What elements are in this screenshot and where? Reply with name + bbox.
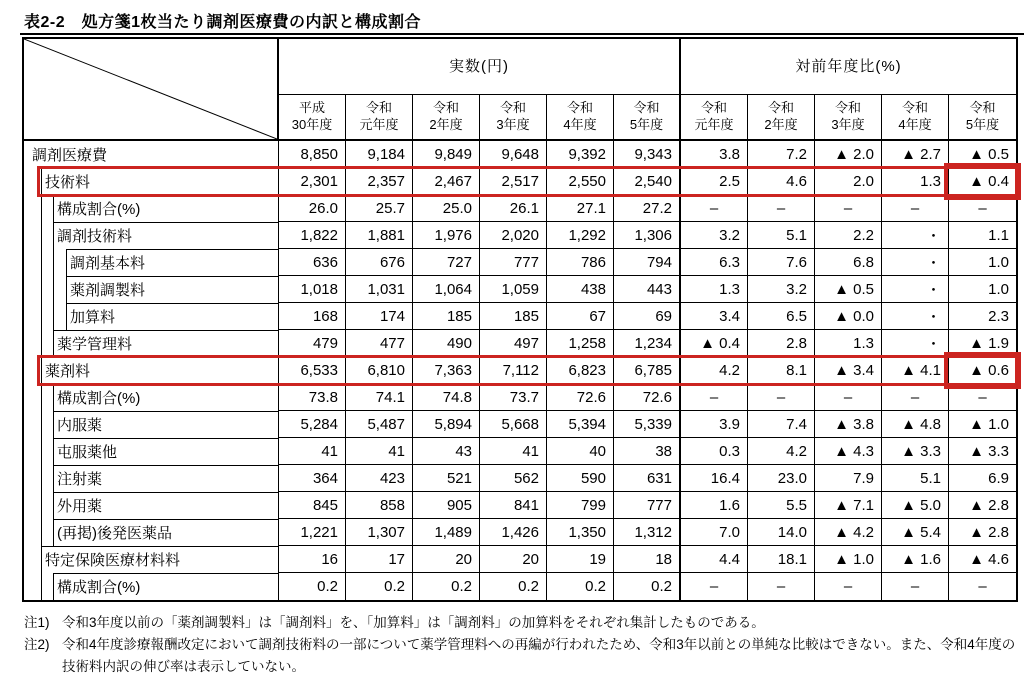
value-cell: 8,850 — [279, 141, 346, 168]
value-cell: 727 — [413, 249, 480, 276]
value-cell: 6.3 — [681, 249, 748, 276]
value-cell: ・ — [882, 303, 949, 330]
value-cell: ▲ 4.1 — [882, 357, 949, 384]
value-cell: 5,487 — [346, 411, 413, 438]
value-cell: 777 — [480, 249, 547, 276]
value-cell: 5.5 — [748, 492, 815, 519]
value-cell: 27.1 — [547, 195, 614, 222]
value-cell: 19 — [547, 546, 614, 573]
value-cell: – — [978, 578, 987, 595]
value-cell: 438 — [547, 276, 614, 303]
value-cell: 2,517 — [480, 168, 547, 195]
value-cell: 490 — [413, 330, 480, 357]
value-cell: 497 — [480, 330, 547, 357]
indent-guide-line — [41, 384, 42, 411]
value-cell: 3.2 — [748, 276, 815, 303]
value-cell: 2,301 — [279, 168, 346, 195]
col-header: 令和 3年度 — [815, 95, 882, 141]
value-cell: 1.3 — [681, 276, 748, 303]
value-cell: 0.2 — [547, 573, 614, 600]
value-cell: – — [748, 573, 815, 600]
value-cell: 1,976 — [413, 222, 480, 249]
row-label: 薬学管理料 — [24, 330, 279, 357]
row-label: 調剤医療費 — [24, 141, 279, 168]
value-cell: – — [681, 573, 748, 600]
value-cell: ▲ 0.4 — [681, 330, 748, 357]
value-cell: 43 — [413, 438, 480, 465]
value-cell: 72.6 — [547, 384, 614, 411]
value-cell: 0.2 — [413, 573, 480, 600]
value-cell: 0.2 — [279, 573, 346, 600]
value-cell: ▲ 7.1 — [815, 492, 882, 519]
value-cell: ▲ 1.9 — [949, 330, 1016, 357]
value-cell: ・ — [882, 276, 949, 303]
value-cell: – — [815, 384, 882, 411]
value-cell: 16.4 — [681, 465, 748, 492]
value-cell: 185 — [413, 303, 480, 330]
value-cell: 41 — [480, 438, 547, 465]
value-cell: 631 — [614, 465, 681, 492]
value-cell: ▲ 4.8 — [882, 411, 949, 438]
value-cell: 1,221 — [279, 519, 346, 546]
value-cell: – — [681, 384, 748, 411]
col-header: 平成 30年度 — [279, 95, 346, 141]
indent-guide-line — [53, 492, 54, 519]
value-cell: 9,392 — [547, 141, 614, 168]
title-underline — [20, 33, 1024, 35]
value-cell: 6.9 — [949, 465, 1016, 492]
value-cell: 1,306 — [614, 222, 681, 249]
value-cell: ▲ 2.0 — [815, 141, 882, 168]
value-cell: 3.8 — [681, 141, 748, 168]
value-cell: ▲ 0.4 — [949, 168, 1016, 195]
value-cell: ▲ 3.3 — [949, 438, 1016, 465]
value-cell: 168 — [279, 303, 346, 330]
value-cell: ▲ 4.3 — [815, 438, 882, 465]
value-cell: 8.1 — [748, 357, 815, 384]
value-cell: ▲ 5.4 — [882, 519, 949, 546]
value-cell: 27.2 — [614, 195, 681, 222]
value-cell: 5,668 — [480, 411, 547, 438]
value-cell: 5.1 — [882, 465, 949, 492]
value-cell: 1,312 — [614, 519, 681, 546]
row-label: 屯服薬他 — [24, 438, 279, 465]
indent-guide-line — [41, 357, 42, 384]
row-label: 薬剤料 — [24, 357, 279, 384]
indent-guide-line — [41, 546, 42, 573]
value-cell: 18.1 — [748, 546, 815, 573]
row-label: 薬剤調製料 — [24, 276, 279, 303]
footnote-marker: 注2) — [24, 636, 50, 652]
value-cell: 1.1 — [949, 222, 1016, 249]
value-cell: ▲ 1.6 — [882, 546, 949, 573]
col-header: 令和 4年度 — [882, 95, 949, 141]
value-cell: 38 — [614, 438, 681, 465]
value-cell: 9,343 — [614, 141, 681, 168]
value-cell: ・ — [882, 249, 949, 276]
value-cell: 1,881 — [346, 222, 413, 249]
indent-guide-line — [41, 303, 42, 330]
indent-guide-line — [41, 519, 42, 546]
value-cell: ▲ 5.0 — [882, 492, 949, 519]
value-cell: 7.2 — [748, 141, 815, 168]
value-cell: 7.0 — [681, 519, 748, 546]
col-header: 令和 元年度 — [681, 95, 748, 141]
value-cell: 7.9 — [815, 465, 882, 492]
value-cell: 0.2 — [346, 573, 413, 600]
value-cell: 443 — [614, 276, 681, 303]
value-cell: 0.2 — [480, 573, 547, 600]
value-cell: 2,357 — [346, 168, 413, 195]
value-cell: 2.5 — [681, 168, 748, 195]
diagonal-line-icon — [24, 39, 277, 139]
value-cell: 14.0 — [748, 519, 815, 546]
value-cell: ▲ 1.0 — [815, 546, 882, 573]
value-cell: 1,064 — [413, 276, 480, 303]
value-cell: 841 — [480, 492, 547, 519]
value-cell: 0.3 — [681, 438, 748, 465]
value-cell: ▲ 2.7 — [882, 141, 949, 168]
footnote-1 — [24, 612, 1022, 634]
value-cell: 67 — [547, 303, 614, 330]
value-cell: 1,307 — [346, 519, 413, 546]
indent-guide-line — [41, 492, 42, 519]
value-cell: 1,292 — [547, 222, 614, 249]
indent-guide-line — [53, 438, 54, 465]
value-cell: – — [949, 384, 1016, 411]
value-cell: – — [681, 195, 748, 222]
value-cell: 1,031 — [346, 276, 413, 303]
value-cell: – — [815, 573, 882, 600]
value-cell: 4.2 — [681, 357, 748, 384]
footnote-2 — [24, 634, 1022, 678]
value-cell: 786 — [547, 249, 614, 276]
data-table — [22, 37, 1018, 602]
value-cell: ▲ 4.6 — [949, 546, 1016, 573]
value-cell: 41 — [346, 438, 413, 465]
indent-guide-line — [41, 168, 42, 195]
value-cell: ▲ 3.4 — [815, 357, 882, 384]
row-label: 特定保険医療材料料 — [24, 546, 279, 573]
value-cell: 23.0 — [748, 465, 815, 492]
value-cell: 2,020 — [480, 222, 547, 249]
value-cell: 26.0 — [279, 195, 346, 222]
value-cell: 858 — [346, 492, 413, 519]
value-cell: 1,350 — [547, 519, 614, 546]
value-cell: 2.2 — [815, 222, 882, 249]
value-cell: 845 — [279, 492, 346, 519]
value-cell: – — [882, 573, 949, 600]
value-cell: 479 — [279, 330, 346, 357]
row-label: 技術料 — [24, 168, 279, 195]
group-header-yoy-percent: 対前年度比(%) — [681, 39, 1016, 95]
value-cell: – — [882, 195, 949, 222]
footnote-text: 令和3年度以前の「薬剤調製料」は「調剤料」を、「加算料」は「調剤料」の加算料をそれぞれ集計したものである。 — [62, 615, 765, 630]
value-cell: 40 — [547, 438, 614, 465]
indent-guide-line — [53, 330, 54, 357]
footnotes — [24, 612, 1022, 678]
value-cell: 26.1 — [480, 195, 547, 222]
value-cell: 799 — [547, 492, 614, 519]
value-cell: 74.8 — [413, 384, 480, 411]
indent-guide-line — [41, 573, 42, 600]
value-cell: 636 — [279, 249, 346, 276]
row-label: 加算料 — [24, 303, 279, 330]
value-cell: 364 — [279, 465, 346, 492]
row-label: 内服薬 — [24, 411, 279, 438]
indent-guide-line — [53, 249, 54, 276]
value-cell: ▲ 1.0 — [949, 411, 1016, 438]
value-cell: ▲ 3.8 — [815, 411, 882, 438]
footnote-text: 令和4年度診療報酬改定において調剤技術料の一部について薬学管理料への再編が行われたため、令和3年以前との単純な比較はできない。また、令和4年度の技術料内訳の伸び率は表示していない。 — [62, 636, 1016, 674]
indent-guide-line — [41, 195, 42, 222]
value-cell: 6,533 — [279, 357, 346, 384]
value-cell: 1,258 — [547, 330, 614, 357]
indent-guide-line — [53, 195, 54, 222]
value-cell: ▲ 0.5 — [949, 141, 1016, 168]
row-label: 構成割合(%) — [24, 573, 279, 600]
indent-guide-line — [66, 303, 67, 330]
row-label: 注射薬 — [24, 465, 279, 492]
value-cell: 7,363 — [413, 357, 480, 384]
value-cell: 4.4 — [681, 546, 748, 573]
value-cell: 9,648 — [480, 141, 547, 168]
value-cell: 1.3 — [882, 168, 949, 195]
indent-guide-line — [53, 573, 54, 600]
value-cell: 20 — [480, 546, 547, 573]
row-label: (再掲)後発医薬品 — [24, 519, 279, 546]
value-cell: 69 — [614, 303, 681, 330]
row-label: 調剤基本料 — [24, 249, 279, 276]
value-cell: ▲ 0.6 — [949, 357, 1016, 384]
value-cell: ▲ 4.2 — [815, 519, 882, 546]
row-label: 調剤技術料 — [24, 222, 279, 249]
value-cell: 590 — [547, 465, 614, 492]
col-header: 令和 5年度 — [949, 95, 1016, 141]
value-cell: 676 — [346, 249, 413, 276]
value-cell: 2.0 — [815, 168, 882, 195]
value-cell: 423 — [346, 465, 413, 492]
value-cell: 2,467 — [413, 168, 480, 195]
value-cell: 477 — [346, 330, 413, 357]
row-label: 構成割合(%) — [24, 195, 279, 222]
value-cell: 1.6 — [681, 492, 748, 519]
col-header: 令和 4年度 — [547, 95, 614, 141]
value-cell: 7,112 — [480, 357, 547, 384]
value-cell: – — [882, 384, 949, 411]
value-cell: 1.0 — [949, 276, 1016, 303]
value-cell: ・ — [882, 330, 949, 357]
value-cell: 5,894 — [413, 411, 480, 438]
value-cell: 5,394 — [547, 411, 614, 438]
indent-guide-line — [41, 330, 42, 357]
value-cell: 1.0 — [949, 249, 1016, 276]
value-cell: ▲ 2.8 — [949, 519, 1016, 546]
value-cell: 25.7 — [346, 195, 413, 222]
col-header: 令和 2年度 — [748, 95, 815, 141]
value-cell: 6,823 — [547, 357, 614, 384]
value-cell: – — [815, 195, 882, 222]
indent-guide-line — [53, 519, 54, 546]
indent-guide-line — [41, 222, 42, 249]
value-cell: 73.7 — [480, 384, 547, 411]
value-cell: 5,339 — [614, 411, 681, 438]
value-cell: 2.8 — [748, 330, 815, 357]
indent-guide-line — [66, 249, 67, 276]
value-cell: 185 — [480, 303, 547, 330]
value-cell: 9,184 — [346, 141, 413, 168]
col-header: 令和 元年度 — [346, 95, 413, 141]
col-header: 令和 5年度 — [614, 95, 681, 141]
value-cell: 1,018 — [279, 276, 346, 303]
value-cell: 2,540 — [614, 168, 681, 195]
indent-guide-line — [53, 222, 54, 249]
col-header: 令和 3年度 — [480, 95, 547, 141]
indent-guide-line — [66, 276, 67, 303]
value-cell: 794 — [614, 249, 681, 276]
value-cell: – — [748, 195, 815, 222]
value-cell: 5,284 — [279, 411, 346, 438]
value-cell: 6.8 — [815, 249, 882, 276]
value-cell: 4.6 — [748, 168, 815, 195]
value-cell: 17 — [346, 546, 413, 573]
value-cell: 7.4 — [748, 411, 815, 438]
value-cell: 6.5 — [748, 303, 815, 330]
value-cell: ▲ 2.8 — [949, 492, 1016, 519]
indent-guide-line — [53, 303, 54, 330]
value-cell: 7.6 — [748, 249, 815, 276]
row-label: 外用薬 — [24, 492, 279, 519]
indent-guide-line — [53, 276, 54, 303]
value-cell: 905 — [413, 492, 480, 519]
footnote-marker: 注1) — [24, 615, 50, 630]
value-cell: 72.6 — [614, 384, 681, 411]
value-cell: 18 — [614, 546, 681, 573]
value-cell: – — [748, 384, 815, 411]
group-header-actual-yen: 実数(円) — [279, 39, 681, 95]
value-cell: 3.9 — [681, 411, 748, 438]
col-header: 令和 2年度 — [413, 95, 480, 141]
value-cell: 4.2 — [748, 438, 815, 465]
indent-guide-line — [41, 276, 42, 303]
value-cell: 174 — [346, 303, 413, 330]
value-cell: 1,234 — [614, 330, 681, 357]
indent-guide-line — [53, 384, 54, 411]
value-cell: 5.1 — [748, 222, 815, 249]
indent-guide-line — [41, 438, 42, 465]
value-cell: 3.4 — [681, 303, 748, 330]
value-cell: 1,426 — [480, 519, 547, 546]
row-label: 構成割合(%) — [24, 384, 279, 411]
value-cell: 25.0 — [413, 195, 480, 222]
indent-guide-line — [41, 249, 42, 276]
value-cell: 6,785 — [614, 357, 681, 384]
value-cell: 0.2 — [614, 573, 681, 600]
value-cell: ▲ 0.5 — [815, 276, 882, 303]
value-cell: 2.3 — [949, 303, 1016, 330]
value-cell: 41 — [279, 438, 346, 465]
value-cell: 1,059 — [480, 276, 547, 303]
value-cell: ▲ 3.3 — [882, 438, 949, 465]
value-cell: 1,822 — [279, 222, 346, 249]
value-cell: 74.1 — [346, 384, 413, 411]
value-cell: 9,849 — [413, 141, 480, 168]
value-cell: 3.2 — [681, 222, 748, 249]
value-cell: 2,550 — [547, 168, 614, 195]
indent-guide-line — [53, 465, 54, 492]
value-cell: – — [949, 195, 1016, 222]
corner-diagonal-cell — [24, 39, 279, 141]
indent-guide-line — [53, 411, 54, 438]
value-cell: 20 — [413, 546, 480, 573]
value-cell: 73.8 — [279, 384, 346, 411]
value-cell: 777 — [614, 492, 681, 519]
value-cell: 562 — [480, 465, 547, 492]
value-cell: 521 — [413, 465, 480, 492]
value-cell: 16 — [279, 546, 346, 573]
value-cell: 1,489 — [413, 519, 480, 546]
value-cell: ▲ 0.0 — [815, 303, 882, 330]
value-cell: 1.3 — [815, 330, 882, 357]
page-title: 表2-2 処方箋1枚当たり調剤医療費の内訳と構成割合 — [24, 14, 422, 31]
value-cell: ・ — [882, 222, 949, 249]
value-cell: 6,810 — [346, 357, 413, 384]
indent-guide-line — [41, 465, 42, 492]
indent-guide-line — [41, 411, 42, 438]
